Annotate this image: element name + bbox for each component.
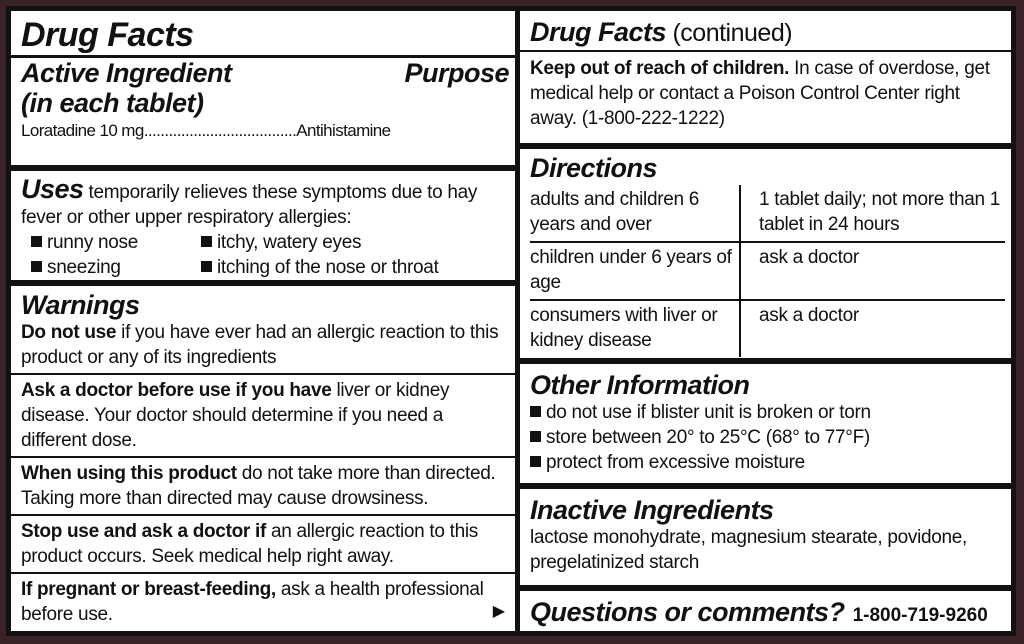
bullet-icon — [530, 456, 541, 467]
uses-heading: Uses — [21, 174, 84, 204]
when-using-warning: When using this product do not take more than directed. Taking more than directed may cause drowsiness. — [21, 463, 496, 509]
table-row — [530, 242, 1005, 300]
inactive-ingredients-section — [520, 489, 1011, 591]
directions-dose: 1 tablet daily; not more than 1 tablet in 24 hours — [759, 189, 1001, 235]
bullet-icon — [201, 261, 212, 272]
drug-facts-title: Drug Facts — [21, 16, 194, 54]
directions-table — [530, 185, 1005, 357]
bullet-icon — [31, 261, 42, 272]
symptom-item: itching of the nose or throat — [201, 255, 509, 280]
directions-dose: ask a doctor — [740, 300, 1005, 357]
inactive-ingredients-text: lactose monohydrate, magnesium stearate, povidone, pregelatinized starch — [530, 527, 968, 573]
bullet-icon — [31, 236, 42, 247]
pregnant-warning: If pregnant or breast-feeding, ask a health professional before use. — [21, 579, 484, 625]
do-not-use-warning: Do not use if you have ever had an allergic reaction to this product or any of its ingredients — [21, 322, 499, 368]
inactive-ingredients-heading: Inactive Ingredients — [530, 495, 774, 525]
drug-facts-label — [6, 6, 1016, 636]
directions-who: adults and children 6 years and over — [530, 185, 740, 242]
active-ingredient-subheading: (in each tablet) — [21, 88, 204, 118]
warnings-section — [11, 286, 515, 631]
directions-who: children under 6 years of age — [530, 242, 740, 300]
questions-phone: 1-800-719-9260 — [852, 605, 988, 626]
table-row — [530, 300, 1005, 357]
list-item: store between 20° to 25°C (68° to 77°F) — [530, 425, 1005, 450]
uses-section — [11, 171, 515, 286]
directions-heading: Directions — [530, 153, 658, 183]
bullet-icon — [530, 406, 541, 417]
stop-use-warning: Stop use and ask a doctor if an allergic reaction to this product occurs. Seek medical help right away. — [21, 521, 479, 567]
active-ingredient-section — [11, 11, 515, 171]
purpose-heading: Purpose — [404, 58, 509, 88]
keep-out-of-reach: Keep out of reach of children. In case of overdose, get medical help or contact a Poison Control Center right away. (1-800-222-1222) — [530, 58, 990, 129]
symptom-item: itchy, watery eyes — [201, 230, 509, 255]
table-row — [530, 185, 1005, 242]
ingredient-line: Loratadine 10 mg.....................................Antihistamine — [21, 121, 391, 140]
active-ingredient-heading: Active Ingredient — [21, 58, 232, 88]
continue-arrow-icon: ▶ — [492, 603, 505, 620]
warnings-heading: Warnings — [21, 290, 140, 320]
directions-dose: ask a doctor — [740, 242, 1005, 300]
ask-doctor-warning: Ask a doctor before use if you have liver or kidney disease. Your doctor should determine if you need a different dose. — [21, 380, 450, 451]
list-item: do not use if blister unit is broken or torn — [530, 400, 1005, 425]
left-column — [11, 11, 520, 631]
directions-who: consumers with liver or kidney disease — [530, 300, 740, 357]
other-information-heading: Other Information — [530, 370, 750, 400]
questions-heading: Questions or comments? — [530, 597, 845, 627]
other-information-section — [520, 364, 1011, 489]
questions-section — [520, 591, 1011, 631]
continued-title: Drug Facts (continued) — [530, 17, 793, 47]
bullet-icon — [530, 431, 541, 442]
uses-text: temporarily relieves these symptoms due to hay fever or other upper respiratory allergies: — [21, 182, 478, 228]
list-item: protect from excessive moisture — [530, 450, 1005, 475]
symptom-item: runny nose — [31, 230, 201, 255]
directions-section — [520, 149, 1011, 364]
keep-out-section — [520, 11, 1011, 149]
bullet-icon — [201, 236, 212, 247]
symptom-item: sneezing — [31, 255, 201, 280]
right-column — [520, 11, 1011, 631]
